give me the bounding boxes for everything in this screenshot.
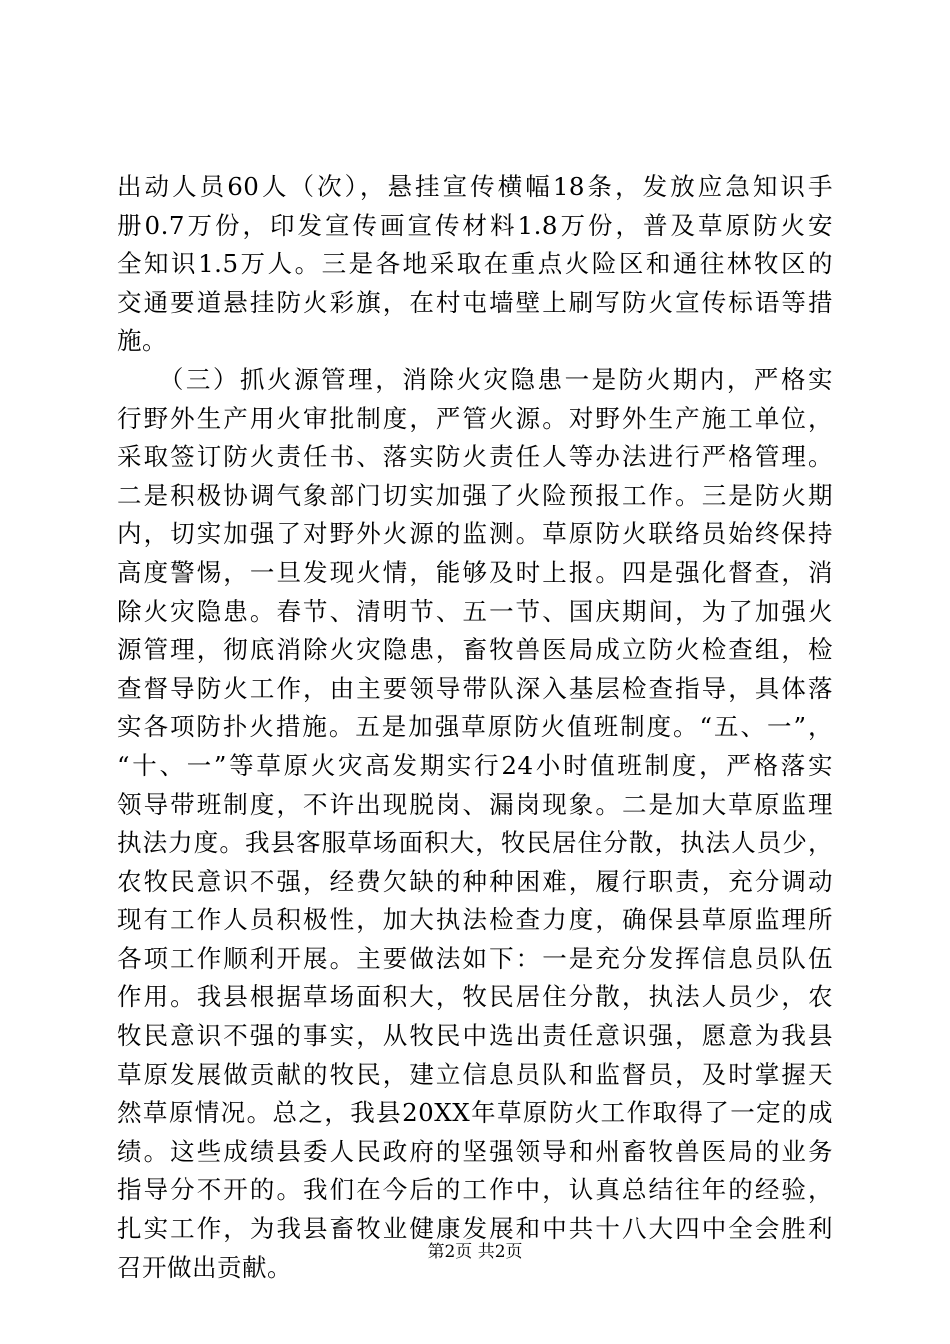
text-line: 高度警惕，一旦发现火情，能够及时上报。四是强化督查，消 — [117, 557, 833, 587]
text-line: 牧民意识不强的事实，从牧民中选出责任意识强，愿意为我县 — [117, 1021, 833, 1051]
text-line: 内，切实加强了对野外火源的监测。草原防火联络员始终保持 — [117, 519, 833, 549]
text-line: 草原发展做贡献的牧民，建立信息员队和监督员，及时掌握天 — [117, 1059, 833, 1089]
text-line: 采取签订防火责任书、落实防火责任人等办法进行严格管理。 — [117, 442, 833, 472]
text-line: “十、一”等草原火灾高发期实行24小时值班制度，严格落实 — [117, 750, 833, 780]
text-line: 召开做出贡献。 — [117, 1252, 292, 1282]
text-line: 交通要道悬挂防火彩旗，在村屯墙壁上刷写防火宣传标语等措 — [117, 287, 833, 317]
text-line: 现有工作人员积极性，加大执法检查力度，确保县草原监理所 — [117, 905, 833, 935]
text-line: 各项工作顺利开展。主要做法如下：一是充分发挥信息员队伍 — [117, 943, 833, 973]
text-line: 出动人员60人（次），悬挂宣传横幅18条，发放应急知识手 — [117, 172, 833, 201]
body-text — [117, 168, 833, 1287]
text-line: （三）抓火源管理，消除火灾隐患一是防火期内，严格实 — [117, 364, 833, 394]
text-line: 然草原情况。总之，我县20XX年草原防火工作取得了一定的成 — [117, 1098, 833, 1128]
text-line: 作用。我县根据草场面积大，牧民居住分散，执法人员少，农 — [117, 982, 833, 1012]
text-line: 行野外生产用火审批制度，严管火源。对野外生产施工单位， — [117, 403, 833, 433]
text-line: 农牧民意识不强，经费欠缺的种种困难，履行职责，充分调动 — [117, 866, 833, 896]
text-line: 绩。这些成绩县委人民政府的坚强领导和州畜牧兽医局的业务 — [117, 1136, 833, 1166]
text-line: 指导分不开的。我们在今后的工作中，认真总结往年的经验， — [117, 1175, 833, 1205]
text-line: 二是积极协调气象部门切实加强了火险预报工作。三是防火期 — [117, 480, 833, 510]
text-line: 源管理，彻底消除火灾隐患，畜牧兽医局成立防火检查组，检 — [117, 635, 833, 665]
text-line: 领导带班制度，不许出现脱岗、漏岗现象。二是加大草原监理 — [117, 789, 833, 819]
text-line: 施。 — [117, 326, 167, 356]
text-line: 实各项防扑火措施。五是加强草原防火值班制度。“五、一”， — [117, 712, 833, 742]
text-line: 全知识1.5万人。三是各地采取在重点火险区和通往林牧区的 — [117, 249, 833, 279]
page-number-footer: 第2页 共2页 — [427, 1242, 523, 1262]
text-line: 除火灾隐患。春节、清明节、五一节、国庆期间，为了加强火 — [117, 596, 833, 626]
text-line: 查督导防火工作，由主要领导带队深入基层检查指导，具体落 — [117, 673, 833, 703]
text-line: 执法力度。我县客服草场面积大，牧民居住分散，执法人员少， — [117, 828, 833, 858]
text-line: 册0.7万份，印发宣传画宣传材料1.8万份，普及草原防火安 — [117, 210, 833, 240]
text-line: 扎实工作，为我县畜牧业健康发展和中共十八大四中全会胜利 — [117, 1214, 833, 1244]
